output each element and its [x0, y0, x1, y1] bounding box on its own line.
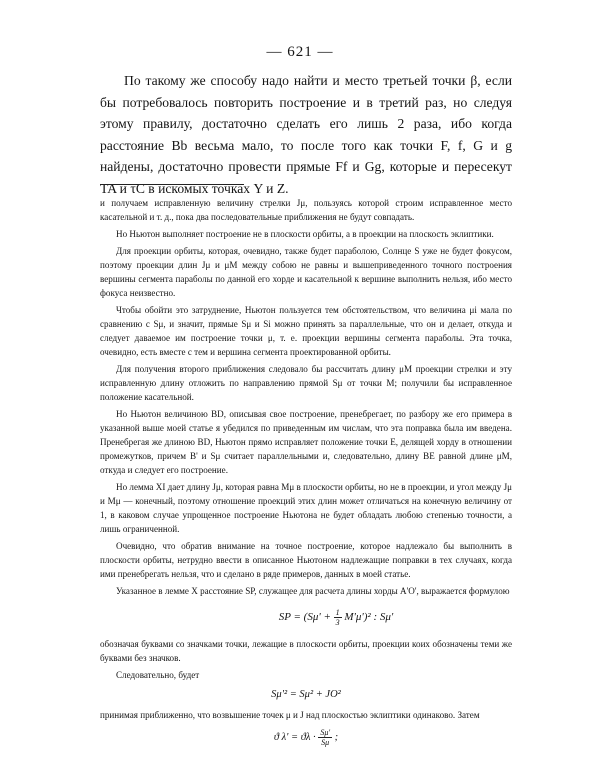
fraction-numerator: Sμ' [320, 728, 331, 737]
fraction-numerator: 1 [335, 608, 340, 617]
fraction [334, 608, 342, 627]
page-number: — 621 — [266, 44, 334, 60]
formula-part: SP = (Sμ' + [278, 611, 334, 624]
main-paragraph: По такому же способу надо найти и место третьей точки β, если бы потребовалось повторить построение и в третий раз, но следуя этому правилу, достаточно сделать его лишь 2 раза, ибо когда расстояние Bb весьма мало, то после того как точки F, f, G и g найдены, достаточно провести прямые Ff и Gg, которые и пересекут TA и τC в искомых точках Y и Z. [100, 73, 512, 196]
fraction-denominator: 3 [335, 618, 340, 627]
formula-part: ϑ λ' = ϑλ · [273, 731, 319, 743]
footnote-paragraph: Но Ньютон величиною BD, описывая свое построение, пренебрегает, по разбору же его примера в указанной выше моей статье я убедился по приведенным им числам, что эта поправка была им введена. Пренебрегая же длиною BD, Ньютон прямо исправляет положение точки E, делящей хорду в отношении промежутков, причем B' и Sμ считает параллельными и, следовательно, длину BE равной длине μM, откуда и следует его построение. [100, 409, 512, 475]
footnotes [100, 196, 512, 753]
footnote-paragraph: Чтобы обойти это затруднение, Ньютон пользуется тем обстоятельством, что величина μi мала по сравнению с Sμ, и значит, прямые Sμ и Si можно принять за параллельные, что он и делает, откуда и следует даваемое им построение точки μ, т. е. проекции вершины сегмента параболы. Эта точка, очевидно, есть вместе с тем и вершина сегмента проектированной орбиты. [100, 305, 512, 357]
footnote-paragraph: принимая приближенно, что возвышение точек μ и J над плоскостью эклиптики одинаково. Затем [100, 710, 480, 720]
main-text [100, 70, 512, 199]
formula-s-mu: Sμ'² = Sμ² + JO² [271, 689, 341, 700]
footnote-paragraph: Очевидно, что обратив внимание на точное построение, которое надлежало бы выполнить в плоскости орбиты, нетрудно ввести в описанное Ньютоном надлежащие поправки в тех случаях, когда ими пренебрегать нельзя, что и сделано в ряде примеров, данных в моей статье. [100, 541, 512, 579]
footnote-paragraph: Указанное в лемме X расстояние SP, служащее для расчета длины хорды A'O', выражается формулою [116, 586, 510, 596]
footnote-paragraph: и получаем исправленную величину стрелки Jμ, пользуясь которой строим исправленное место касательной и т. д., пока два последовательные приближения не будут совпадать. [100, 198, 512, 222]
formula-part: ; [334, 731, 339, 743]
formula-sp [160, 608, 512, 627]
footnote-paragraph: Для проекции орбиты, которая, очевидно, также будет параболою, Солнце S уже не будет фокусом, поэтому проекции длин Jμ и μM между собою не равны и вышеприведенного точного построения вершины сегмента параболы по данной его хорде и касательной к вершине выполнить нельзя, ибо место фокуса неизвестно. [100, 246, 512, 298]
formula-part: M'μ')² : Sμ' [344, 611, 394, 624]
footnote-divider [100, 184, 244, 185]
footnote-paragraph: Для получения второго приближения следовало бы рассчитать длину μM проекции стрелки и эту исправленную длину отложить по направлению прямой Sμ от точки M; получили бы исправленное положение касательной. [100, 364, 512, 402]
fraction [318, 728, 332, 747]
formula-theta-lambda [100, 728, 512, 747]
footnote-paragraph: Но лемма XI дает длину Jμ, которая равна Mμ в плоскости орбиты, но не в проекции, и угол между Jμ и Mμ — конечный, поэтому отношение проекций этих длин может отличаться на конечную величину от 1, в каковом случае упрощенное построение Ньютона не будет обладать любою степенью точности, а лишь ограниченной. [100, 482, 512, 534]
footnote-paragraph: Следовательно, будет [116, 670, 200, 680]
footnote-paragraph: Но Ньютон выполняет построение не в плоскости орбиты, а в проекции на плоскость эклиптики. [116, 229, 494, 239]
footnote-paragraph: обозначая буквами со значками точки, лежащие в плоскости орбиты, проекции коих обозначены теми же буквами без значков. [100, 639, 512, 663]
fraction-denominator: Sμ [321, 738, 330, 747]
